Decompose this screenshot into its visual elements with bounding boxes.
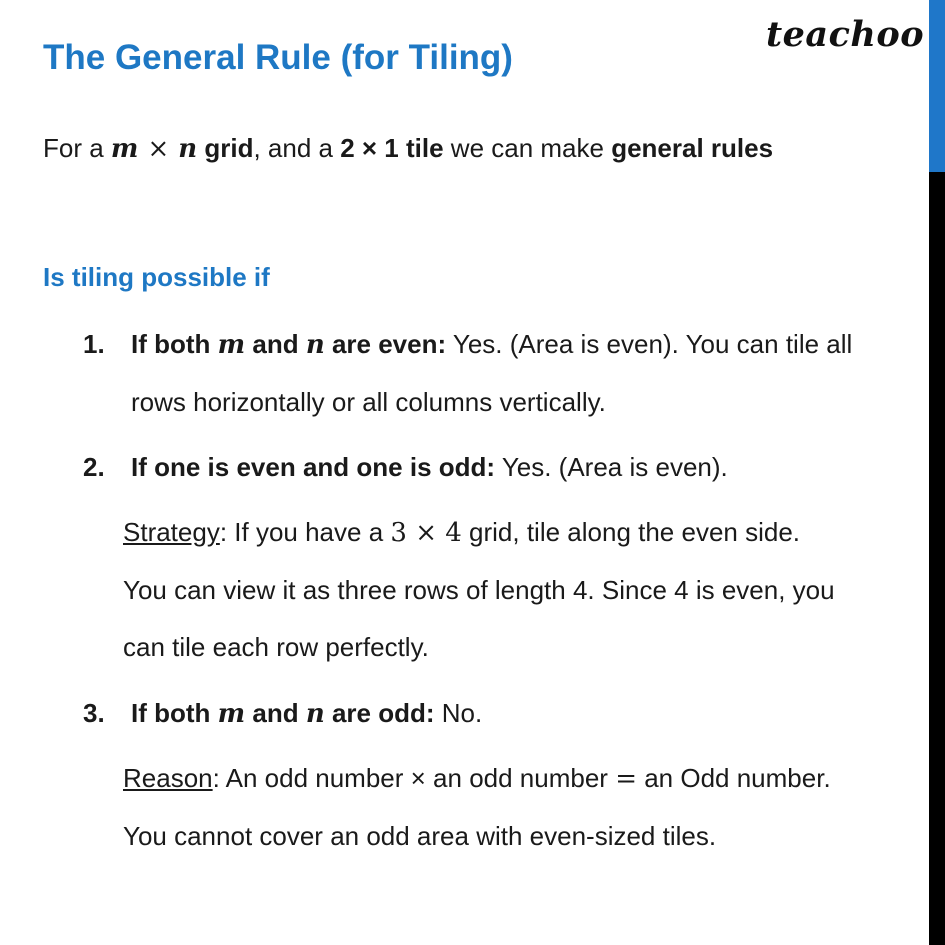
item-3-line-1 <box>131 696 482 731</box>
side-bar-accent <box>929 0 945 172</box>
var-m: m <box>110 134 139 164</box>
intro-pre: For a <box>43 133 111 163</box>
intro-post: we can make <box>443 133 612 163</box>
var-n: n <box>178 134 198 164</box>
item-3-reason-line-2: You cannot cover an odd area with even-sized tiles. <box>123 821 717 851</box>
strategy-label: Strategy <box>123 517 220 547</box>
equals-sign: = <box>615 764 637 794</box>
intro-tile: 2 × 1 tile <box>340 133 444 163</box>
item-2-line-1 <box>131 450 728 484</box>
item-3-reason-line-1 <box>123 761 831 796</box>
side-bar <box>929 0 945 945</box>
strategy-text-b: grid, tile along the even side. <box>461 517 801 547</box>
item-2-number: 2. <box>83 452 105 482</box>
item-1-line-2: rows horizontally or all columns vertically. <box>131 387 606 417</box>
item-2-strategy-line-3: can tile each row perfectly. <box>123 632 429 662</box>
teachoo-logo: teachoo <box>766 14 925 55</box>
question-heading: Is tiling possible if <box>43 262 270 292</box>
item-1-text: Yes. (Area is even). You can tile all <box>446 329 853 359</box>
intro-rules: general rules <box>611 133 774 163</box>
strategy-math: 3 × 4 <box>390 518 462 548</box>
reason-label: Reason <box>123 763 213 793</box>
item-2-lead: If one is even and one is odd: <box>131 452 496 482</box>
item-2-strategy-line-2: You can view it as three rows of length 4. Since 4 is even, you <box>123 575 835 605</box>
item-1-lead-a: If both <box>131 329 218 359</box>
var-n: n <box>305 330 325 360</box>
item-1-line-1 <box>131 327 852 362</box>
intro-grid: grid <box>197 133 254 163</box>
item-2-text: Yes. (Area is even). <box>495 452 728 482</box>
reason-text-a: : An odd number × an odd number <box>212 763 616 793</box>
page-title: The General Rule (for Tiling) <box>43 38 513 77</box>
item-1-lead-c: are even: <box>324 329 447 359</box>
reason-text-b: an Odd number. <box>636 763 831 793</box>
item-3-lead-b: and <box>245 698 306 728</box>
intro-line <box>43 131 773 166</box>
intro-mid: , and a <box>253 133 341 163</box>
item-3-lead-a: If both <box>131 698 218 728</box>
item-3-number: 3. <box>83 698 105 728</box>
item-2-strategy-line-1 <box>123 515 800 550</box>
var-m: m <box>217 330 246 360</box>
var-m: m <box>217 699 246 729</box>
item-3-text: No. <box>434 698 483 728</box>
var-n: n <box>305 699 325 729</box>
item-1-lead-b: and <box>245 329 306 359</box>
times-sign: × <box>147 134 170 164</box>
strategy-text-a: : If you have a <box>219 517 391 547</box>
item-3-lead-c: are odd: <box>324 698 435 728</box>
item-1-number: 1. <box>83 329 105 359</box>
